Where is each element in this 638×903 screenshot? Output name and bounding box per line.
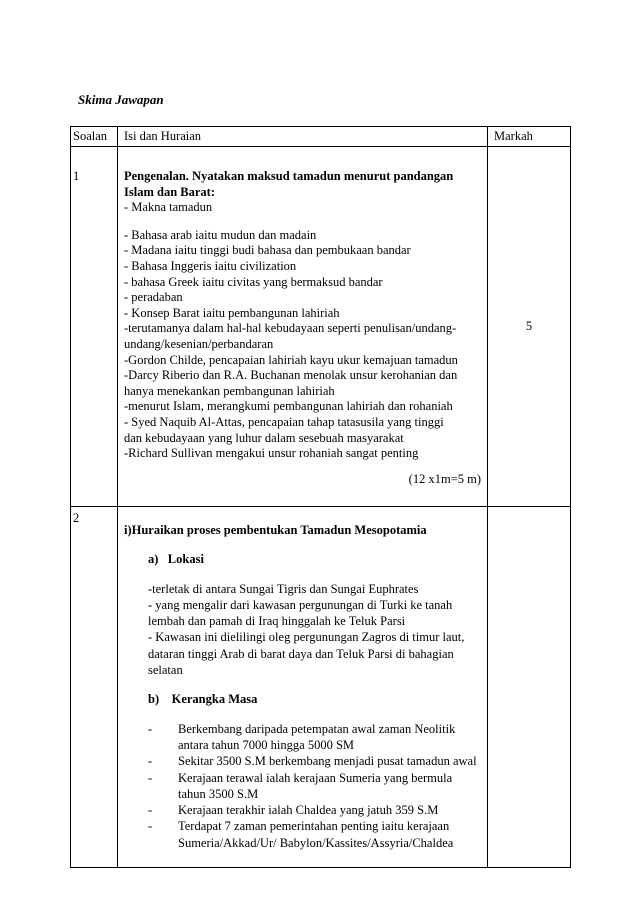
q2-b-line: tahun 3500 S.M [178, 786, 259, 801]
table-header-row [71, 127, 571, 147]
q1-line: -Darcy Riberio dan R.A. Buchanan menolak unsur kerohanian dan [124, 368, 458, 383]
q2-b-line: Terdapat 7 zaman pemerintahan penting iaitu kerajaan [178, 819, 450, 834]
header-isi: Isi dan Huraian [118, 127, 488, 147]
page-title: Skima Jawapan [78, 92, 164, 107]
q1-line: - peradaban [124, 290, 183, 305]
bullet-dash: - [148, 770, 153, 785]
q1-line: - Madana iaitu tinggi budi bahasa dan pembukaan bandar [124, 243, 411, 258]
bullet-dash: - [148, 803, 153, 818]
q2-b-line: Kerajaan terakhir ialah Chaldea yang jatuh 359 S.M [178, 803, 439, 818]
q1-line: undang/kesenian/perbandaran [124, 336, 274, 351]
q2-b-item [148, 753, 487, 769]
q2-b-line: Sekitar 3500 S.M berkembang menjadi pusat tamadun awal [178, 754, 477, 769]
q1-line: - Syed Naquib Al-Attas, pencapaian tahap tatasusila yang tinggi [124, 414, 444, 429]
q2-a-line: -terletak di antara Sungai Tigris dan Sungai Euphrates [148, 581, 419, 596]
q1-line: - bahasa Greek iaitu civitas yang bermaksud bandar [124, 274, 383, 289]
q1-heading-line1: Pengenalan. Nyatakan maksud tamadun menurut pandangan [124, 169, 454, 183]
q1-line: -Richard Sullivan mengakui unsur rohaniah sangat penting [124, 446, 419, 461]
q2-heading: i)Huraikan proses pembentukan Tamadun Mesopotamia [124, 523, 427, 537]
q2-a-line: dataran tinggi Arab di barat daya dan Teluk Parsi di bahagian [148, 646, 454, 661]
q2-b-item [148, 802, 487, 818]
q2-section-b-heading: b) Kerangka Masa [148, 692, 258, 707]
answer-scheme-table [70, 126, 571, 868]
q2-b-line: Sumeria/Akkad/Ur/ Babylon/Kassites/Assyria/Chaldea [178, 835, 454, 850]
q2-a-line: selatan [148, 663, 183, 678]
q2-section-a-heading: a) Lokasi [148, 552, 204, 567]
q1-markah: 5 [488, 147, 571, 507]
q1-line: hanya menekankan pembangunan lahiriah [124, 383, 335, 398]
q1-number: 1 [71, 147, 118, 507]
q2-b-line: antara tahun 7000 hingga 5000 SM [178, 737, 355, 752]
q1-line: -Gordon Childe, pencapaian lahiriah kayu ukur kemajuan tamadun [124, 352, 458, 367]
q1-marks-note: (12 x1m=5 m) [408, 471, 481, 486]
q2-a-line: lembah dan pamah di Iraq hinggalah ke Teluk Parsi [148, 614, 406, 629]
q1-line: - Bahasa arab iaitu mudun dan madain [124, 227, 317, 242]
q2-b-line: Kerajaan terawal ialah kerajaan Sumeria yang bermula [178, 770, 453, 785]
q2-b-item [148, 818, 487, 851]
q1-heading-line2: Islam dan Barat: [124, 184, 215, 199]
q1-line: - Konsep Barat iaitu pembangunan lahiriah [124, 305, 340, 320]
q2-a-line: - yang mengalir dari kawasan pergunungan di Turki ke tanah [148, 597, 453, 612]
q2-number: 2 [71, 507, 118, 868]
q1-line: -menurut Islam, merangkumi pembangunan lahiriah dan rohaniah [124, 399, 453, 414]
bullet-dash: - [148, 819, 153, 834]
bullet-dash: - [148, 754, 153, 769]
q1-line: - Bahasa Inggeris iaitu civilization [124, 258, 297, 273]
header-markah: Markah [488, 127, 571, 147]
q2-markah [488, 507, 571, 868]
q2-b-line: Berkembang daripada petempatan awal zaman Neolitik [178, 721, 456, 736]
header-soalan: Soalan [71, 127, 118, 147]
q2-b-item [148, 770, 487, 803]
q2-a-line: - Kawasan ini dielilingi oleg pergunungan Zagros di timur laut, [148, 630, 465, 645]
table-row-q1 [71, 147, 571, 507]
q1-subheading: - Makna tamadun [124, 200, 213, 215]
table-row-q2 [71, 507, 571, 868]
q1-line: -terutamanya dalam hal-hal kebudayaan seperti penulisan/undang- [124, 321, 457, 336]
bullet-dash: - [148, 721, 153, 736]
q1-line: dan kebudayaan yang luhur dalam sesebuah masyarakat [124, 430, 404, 445]
q2-content [118, 507, 488, 868]
q1-content [118, 147, 488, 507]
q2-b-item [148, 721, 487, 754]
